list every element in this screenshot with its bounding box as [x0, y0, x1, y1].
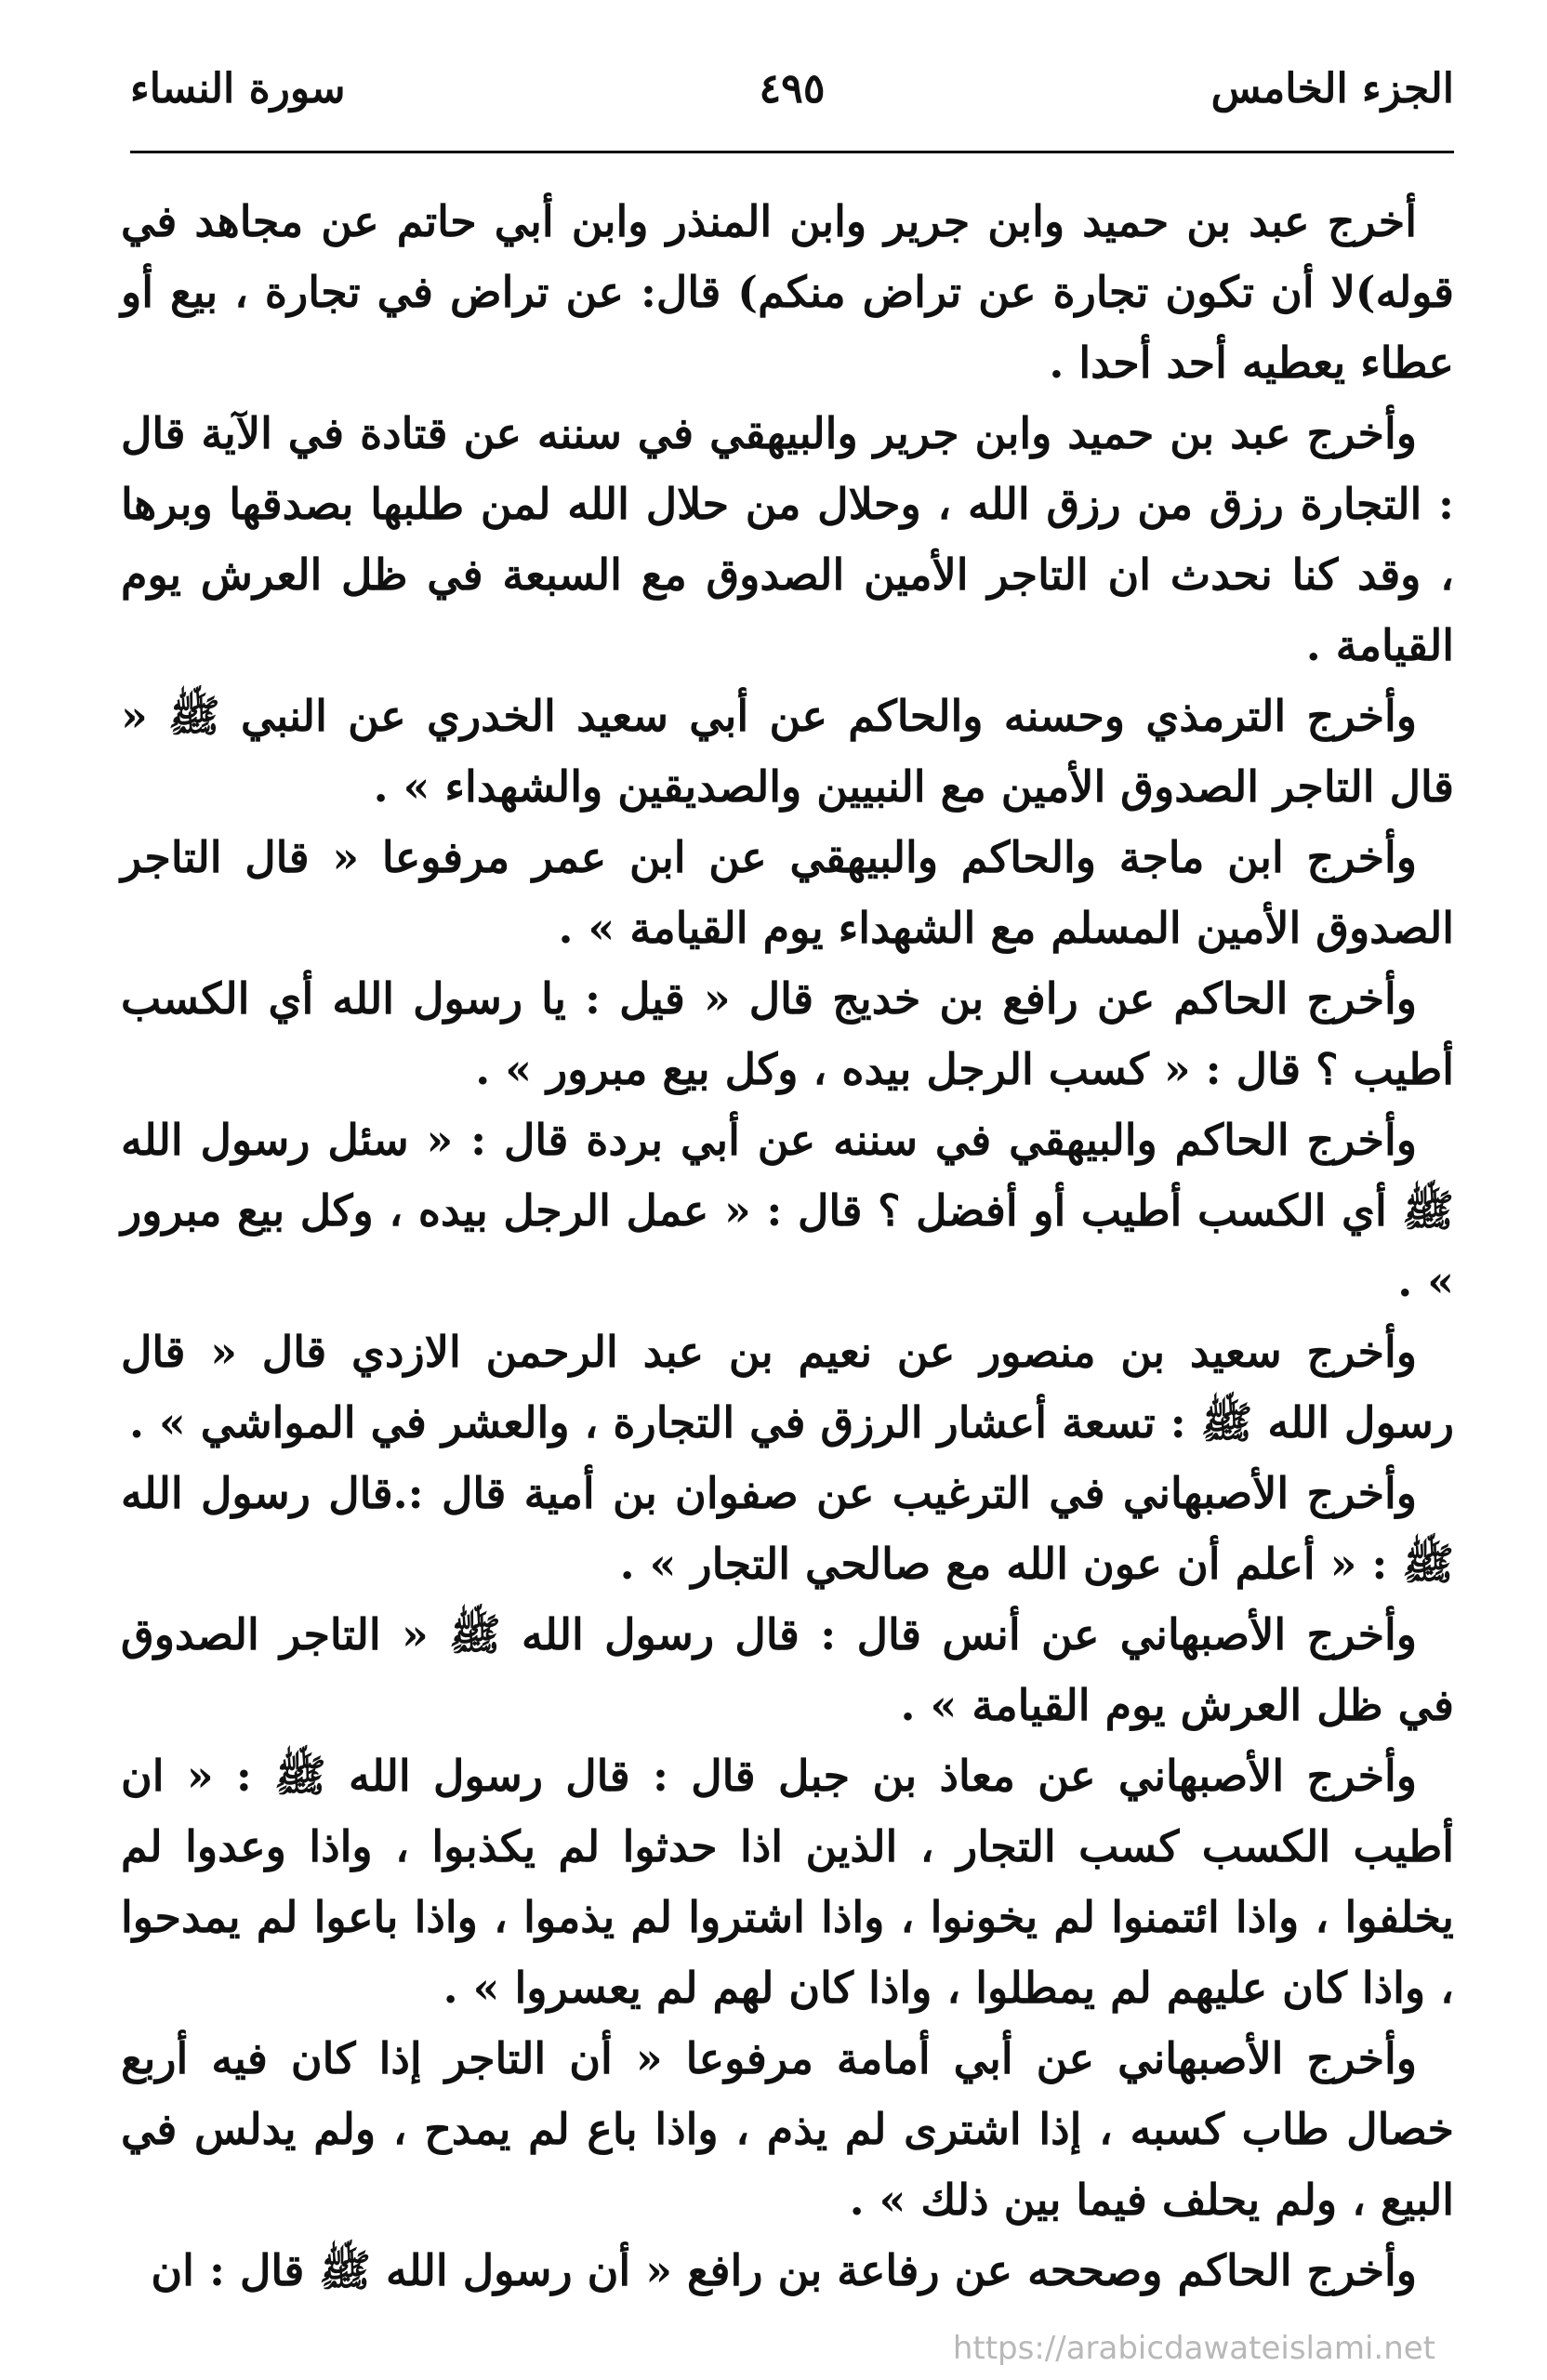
paragraph: أخرج عبد بن حميد وابن جرير وابن المنذر وابن أبي حاتم عن مجاهد في قوله)لا أن تكون تجارة عن تراض منكم) قال: عن تراض في تجارة ، بيع أو عطاء يعطيه أحد أحدا . [121, 196, 1454, 388]
paragraph: وأخرج عبد بن حميد وابن جرير والبيهقي في سننه عن قتادة في الآية قال : التجارة رزق من رزق الله ، وحلال من حلال الله لمن طلبها بصدقها وبرها ، وقد كنا نحدث ان التاجر الأمين الصدوق مع السبعة في ظل العرش يوم القيامة . [121, 408, 1454, 670]
paragraph: وأخرج الأصبهاني عن أنس قال : قال رسول الله ﷺ « التاجر الصدوق في ظل العرش يوم القيامة » . [121, 1609, 1454, 1730]
page-header [130, 65, 1454, 139]
paragraph: وأخرج الترمذي وحسنه والحاكم عن أبي سعيد الخدري عن النبي ﷺ « قال التاجر الصدوق الأمين مع النبيين والصديقين والشهداء » . [121, 691, 1454, 812]
paragraph: وأخرج الأصبهاني عن معاذ بن جبل قال : قال رسول الله ﷺ : « ان أطيب الكسب كسب التجار ، الذين اذا حدثوا لم يكذبوا ، واذا وعدوا لم يخلفوا ، واذا ائتمنوا لم يخونوا ، واذا اشتروا لم يذموا ، واذا باعوا لم يمدحوا ، واذا كان عليهم لم يمطلوا ، واذا كان لهم لم يعسروا » . [121, 1751, 1454, 2013]
page-body [121, 186, 1454, 2306]
page-number: ٤٩٥ [759, 65, 826, 112]
paragraph: وأخرج الحاكم والبيهقي في سننه عن أبي بردة قال : « سئل رسول الله ﷺ أي الكسب أطيب أو أفضل ؟ قال : « عمل الرجل بيده ، وكل بيع مبرور » . [121, 1115, 1454, 1306]
header-divider [130, 151, 1454, 153]
part-title: الجزء الخامس [1210, 65, 1454, 112]
paragraph: وأخرج ابن ماجة والحاكم والبيهقي عن ابن عمر مرفوعا « قال التاجر الصدوق الأمين المسلم مع الشهداء يوم القيامة » . [121, 832, 1454, 953]
paragraph: وأخرج الأصبهاني في الترغيب عن صفوان بن أمية قال :.قال رسول الله ﷺ : « أعلم أن عون الله مع صالحي التجار » . [121, 1468, 1454, 1589]
paragraph: وأخرج الأصبهاني عن أبي أمامة مرفوعا « أن التاجر إذا كان فيه أربع خصال طاب كسبه ، إذا اشترى لم يذم ، واذا باع لم يمدح ، ولم يدلس في البيع ، ولم يحلف فيما بين ذلك » . [121, 2033, 1454, 2225]
paragraph: وأخرج الحاكم وصححه عن رفاعة بن رافع « أن رسول الله ﷺ قال : ان [151, 2245, 1417, 2295]
paragraph: وأخرج سعيد بن منصور عن نعيم بن عبد الرحمن الازدي قال « قال رسول الله ﷺ : تسعة أعشار الرزق في التجارة ، والعشر في المواشي » . [121, 1327, 1454, 1448]
watermark-url: https://arabicdawateislami.net [952, 2330, 1435, 2367]
surah-title: سورة النساء [130, 65, 346, 112]
paragraph: وأخرج الحاكم عن رافع بن خديج قال « قيل : يا رسول الله أي الكسب أطيب ؟ قال : « كسب الرجل بيده ، وكل بيع مبرور » . [121, 973, 1454, 1094]
